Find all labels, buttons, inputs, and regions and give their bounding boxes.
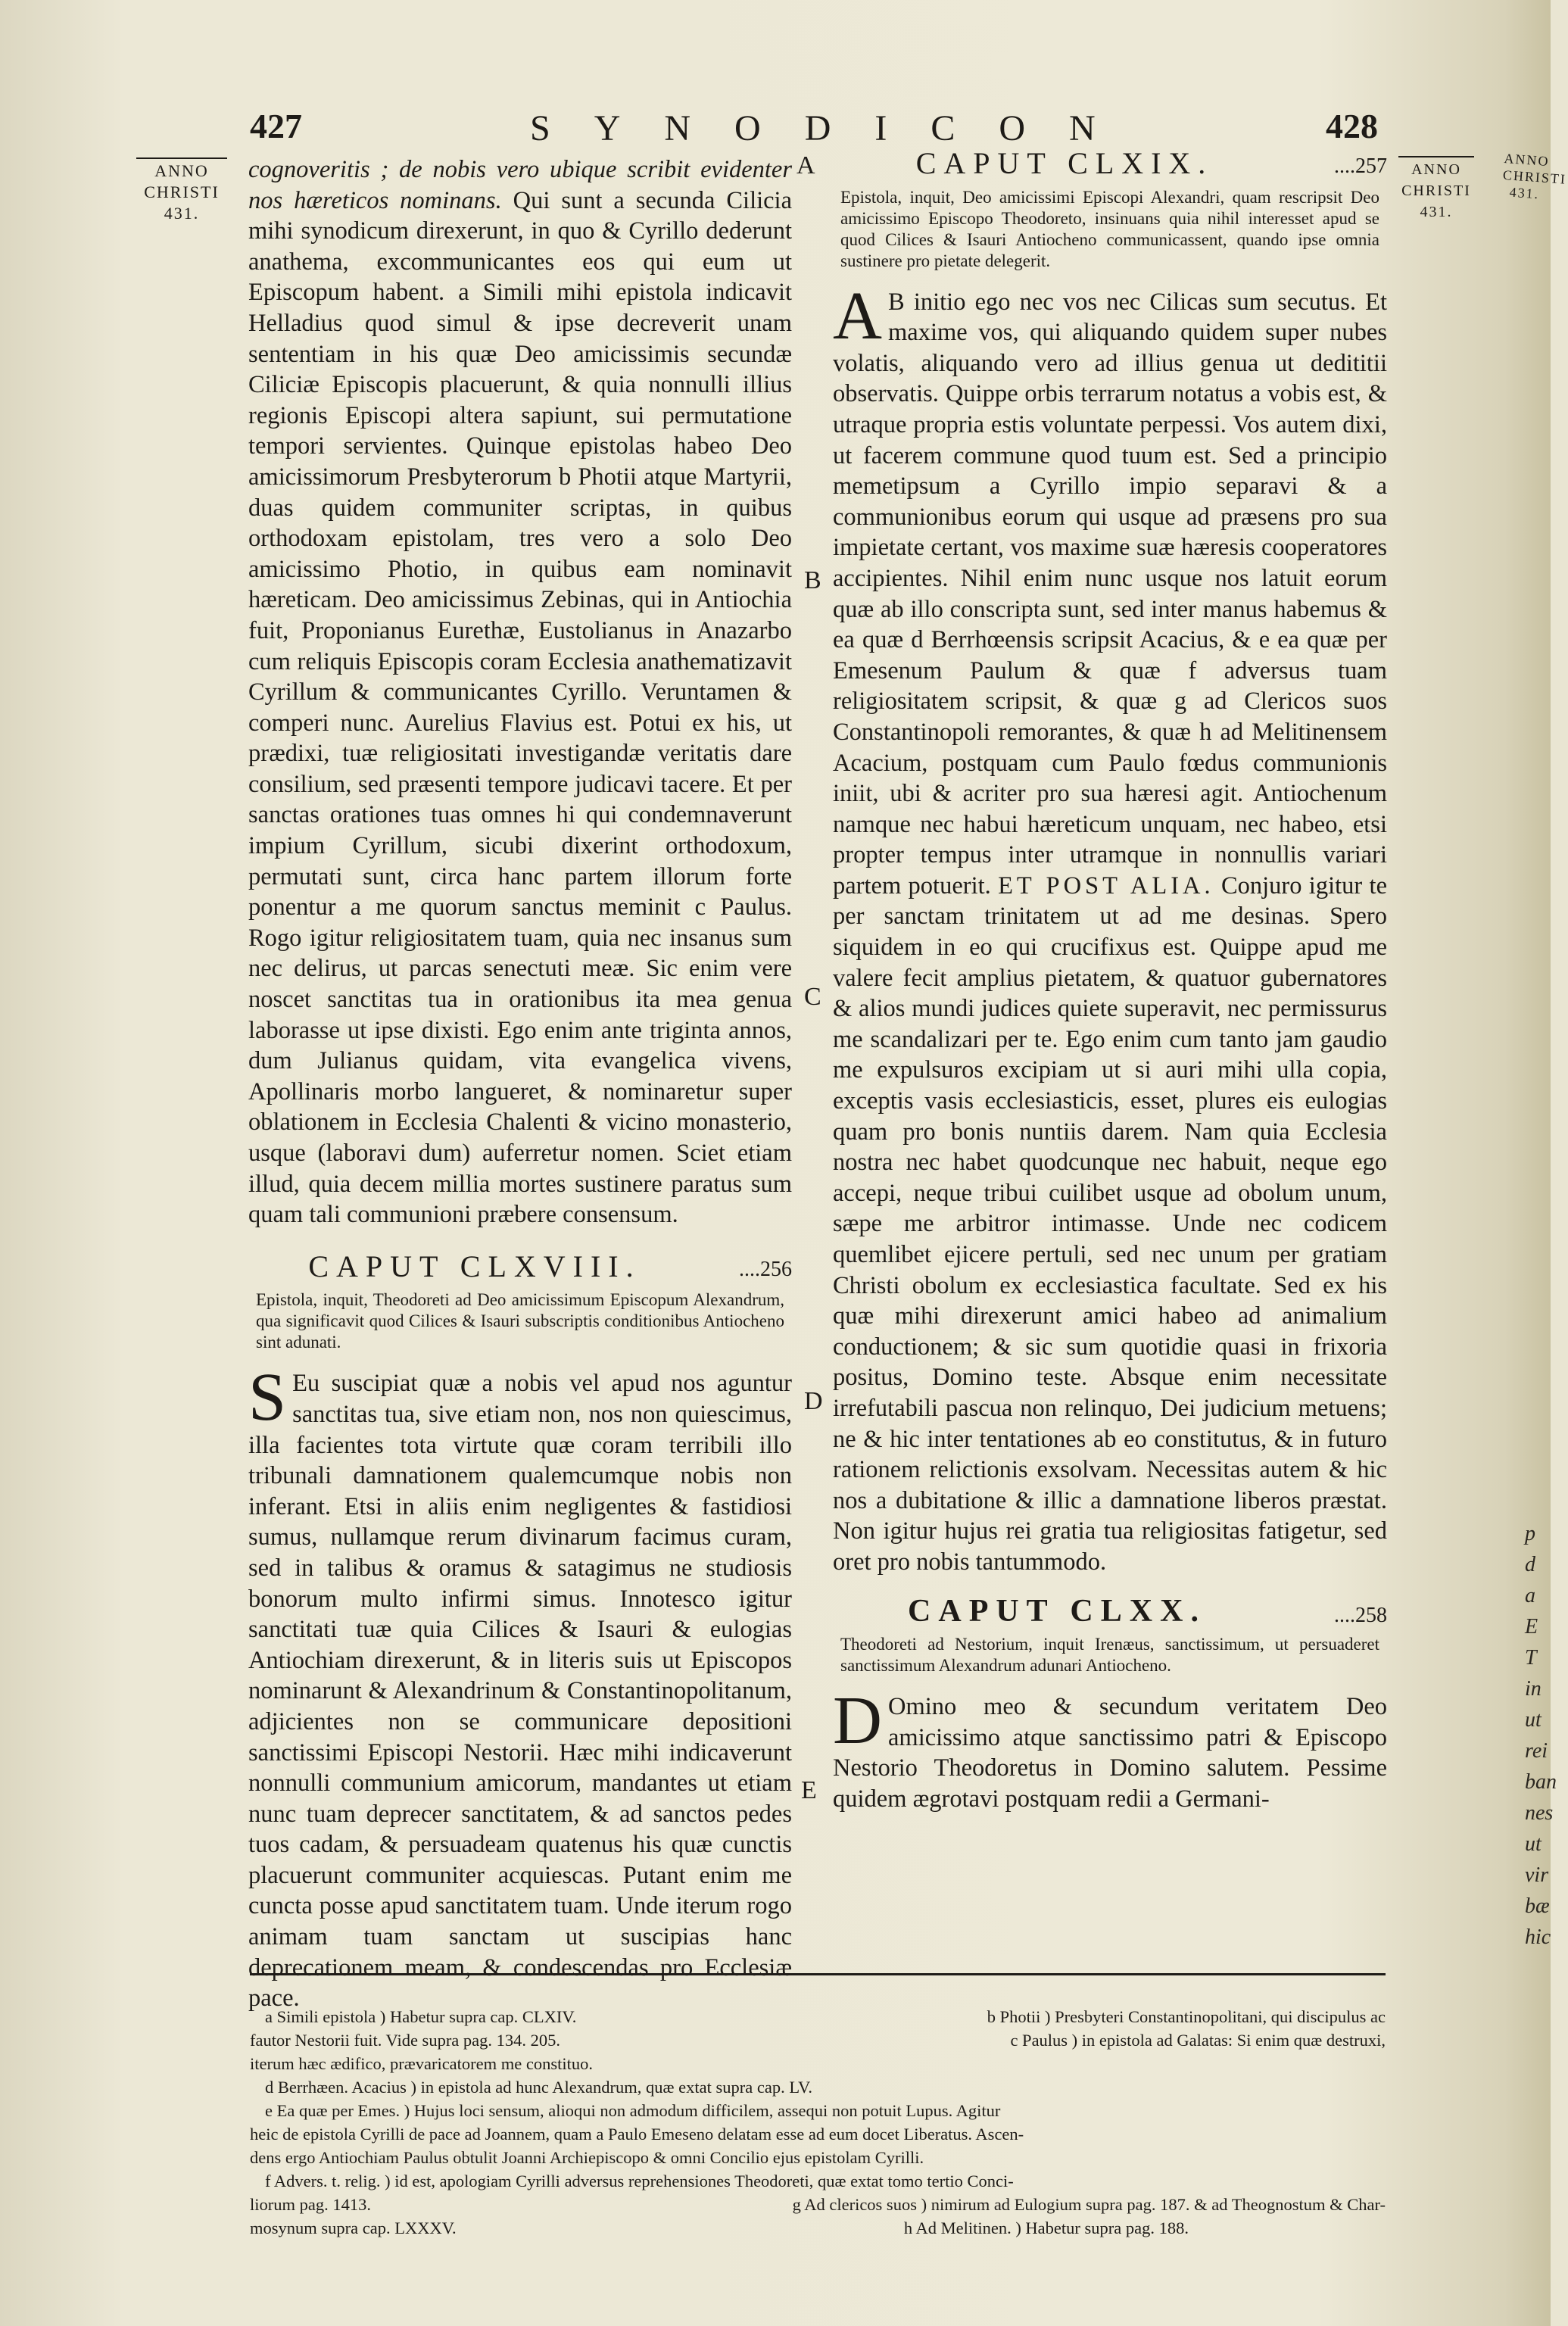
footnote-b: b Photii ) Presbyteri Constantinopolitani, qui discipulus ac <box>987 2007 1386 2026</box>
margin-christi: CHRISTI <box>1401 182 1471 199</box>
caput-summary: Theodoreti ad Nestorium, inquit Irenæus, sanctissimum, ut persuaderet sanctissimum Alexandrum adunari Antiocheno. <box>840 1635 1379 1676</box>
footnote-d: d Berrhæen. Acacius ) in epistola ad hunc Alexandrum, quæ extat supra cap. LV. <box>265 2078 812 2097</box>
footnote-h: h Ad Melitinen. ) Habetur supra pag. 188. <box>903 2218 1189 2237</box>
adjacent-page-fragment: d <box>1525 1553 1535 1576</box>
caput-summary: Epistola, inquit, Deo amicissimi Episcopi Alexandri, quam rescripsit Deo amicissimo Episcopo Theodoreto, insinuans quia nihil interesset apud se quod Cilices & Isauri Antiocheno communicassent, quando ipse omnia sustinere pro pietate delegerit. <box>840 187 1379 270</box>
footnote-row <box>250 2216 1386 2240</box>
margin-anno: ANNO <box>1411 161 1461 178</box>
adjacent-page-fragment: a <box>1525 1584 1535 1607</box>
adjacent-page-fragment: E <box>1525 1615 1538 1638</box>
adjacent-page-fragment: p <box>1525 1522 1535 1545</box>
adjacent-page-fragment: hic <box>1525 1925 1551 1949</box>
section-letter-d: D <box>804 1387 823 1415</box>
footnote-c-cont: iterum hæc ædifico, prævaricatorem me constituo. <box>250 2054 594 2073</box>
adjacent-page-fragment: vir <box>1525 1863 1549 1887</box>
footnote-rule <box>250 1973 1386 1975</box>
footnotes <box>250 2005 1386 2240</box>
caput-title: CAPUT CLXVIII. <box>308 1249 641 1283</box>
caput-168-heading <box>248 1249 792 1283</box>
paragraph-text: B initio ego nec vos nec Cilicas sum secutus. Et maxime vos, qui aliquando quidem super nubes volatis, aliquando vero ad illius genua ut dedititii observatis. Quippe orbis terrarum notatus a vobis est, & utraque propria estis voluntate perpessi. Vos autem dixi, ut facerem commune quod tuum est. Sed a principio memetipsum a Cyrillo impio separavi & a communionibus eorum qui usque ad præsens pro sua impietate certant, vos maxime suæ hæresis cooperatores accipientes. Nihil enim nunc usque nos latuit eorum quæ ab illo conscripta sunt, sed inter manus habemus & ea quæ d Berrhœensis scripsit Acacius, & e ea quæ per Emesenum Paulum & quæ f adversus tuam religiositatem scripsit, & quæ g ad Clericos suos Constantinopoli remorantes, & quæ h ad Melitinensem Acacium, postquam cum Paulo fœdus communionis iniit, ubi & acriter pro sua hæresi agit. Antiochenum namque nec habui hæreticum unquam, nec habeo, etsi propter tempus inter utramque in nonnullis variari partem potuerit. <box>833 288 1387 900</box>
caput-title: CAPUT CLXIX. <box>915 146 1214 180</box>
margin-christi: CHRISTI <box>144 182 220 201</box>
margin-year: 431. <box>164 204 200 223</box>
caput-170-heading <box>833 1593 1387 1629</box>
footnote-f: f Advers. t. relig. ) id est, apologiam Cyrilli adversus reprehensiones Theodoreti, quæ extat tomo tertio Conci- <box>265 2172 1014 2190</box>
caput-number: ....256 <box>739 1257 792 1281</box>
margin-note-left <box>129 157 235 224</box>
margin-anno: ANNO <box>154 161 209 180</box>
adjacent-page-fragment: bæ <box>1525 1894 1550 1918</box>
dropcap: D <box>833 1683 882 1759</box>
caput-number: ....258 <box>1334 1603 1387 1627</box>
caput-title: CAPUT CLXX. <box>908 1593 1206 1629</box>
right-column <box>833 148 1387 1815</box>
adjacent-page-fragment: nes <box>1525 1801 1554 1825</box>
adjacent-page-fragment: rei <box>1525 1739 1548 1763</box>
left-column <box>248 154 792 2014</box>
footnote-row <box>250 2193 1386 2216</box>
stub-year: 431. <box>1509 184 1540 202</box>
right-page-number: 428 <box>1326 107 1378 145</box>
footnote-c: c Paulus ) in epistola ad Galatas: Si enim quæ destruxi, <box>1010 2031 1386 2050</box>
caput-number: ....257 <box>1334 154 1387 178</box>
adjacent-page-margin-note <box>1501 150 1567 203</box>
right-paragraph-1 <box>833 278 1387 1578</box>
footnote-g: g Ad clericos suos ) nimirum ad Eulogium supra pag. 187. & ad Theognostum & Char- <box>792 2195 1386 2214</box>
paragraph-text: Omino meo & secundum veritatem Deo amicissimo atque sanctissimo patri & Episcopo Nestorio Theodoretus in Domino salutem. Pessime quidem ægrotavi postquam redii a Germani- <box>833 1693 1387 1813</box>
footnote-row <box>250 2005 1386 2028</box>
adjacent-page-fragment: in <box>1525 1677 1542 1701</box>
section-letter-c: C <box>804 983 821 1011</box>
dropcap: A <box>833 278 882 354</box>
et-post-alia: ET POST ALIA. <box>998 871 1214 900</box>
paragraph-text: Eu suscipiat quæ a nobis vel apud nos aguntur sanctitas tua, sive etiam non, nos non quiescimus, illa facientes tota virtute quæ coram terribili illo tribunali damnationem qualemcumque nobis non inferant. Etsi in aliis enim negligentes & fastidiosi sumus, nullamque rerum divinarum facimus curam, sed in talibus & oramus & satagimus ne studiosis bonorum multo infirmi simus. Innotesco igitur sanctitati tuæ quia Cilices & Isauri & eulogias Antiochiam direxerunt, & in literis suis ut Episcopos nominarunt & Alexandrinum & Constantinopolitanum, adjicientes non se communicare depositioni sanctissimi Episcopi Nestorii. Hæc mihi indicaverunt nonnulli communium amicorum, mandantes ut etiam nunc tuam deprecer sanctitatem, & ad sanctos pedes tuos cadam, & persuadeam quatenus his quæ cunctis placuerunt communiter acquiescas. Putant enim me cuncta posse apud sanctitatem tuam. Unde iterum rogo animam tuam sanctam ut suscipias hanc deprecationem meam, & condescendas pro Ecclesiæ pace. <box>248 1370 792 2013</box>
section-letter-e: E <box>801 1776 817 1804</box>
left-page-number: 427 <box>250 107 302 145</box>
left-paragraph-2 <box>248 1360 792 2013</box>
footnote-g-cont: mosynum supra cap. LXXXV. <box>250 2218 457 2237</box>
caput-169-heading <box>833 148 1387 179</box>
adjacent-page-fragment: T <box>1525 1646 1537 1670</box>
margin-note-right <box>1395 156 1478 223</box>
footnote-a: a Simili epistola ) Habetur supra cap. CLXIV. <box>265 2007 577 2026</box>
stub-christi: CHRISTI <box>1502 167 1567 187</box>
adjacent-page-fragment: ban <box>1525 1770 1557 1794</box>
caput-summary: Epistola, inquit, Theodoreti ad Deo amicissimum Episcopum Alexandrum, qua significavit quod Cilices & Isauri subscriptis conditionibus Antiocheno sint adunati. <box>256 1290 784 1352</box>
footnote-e-cont: dens ergo Antiochiam Paulus obtulit Joanni Archiepiscopo & omni Concilio ejus epistolam Cyrilli. <box>250 2148 924 2167</box>
dropcap: S <box>248 1360 287 1436</box>
footnote-row <box>250 2028 1386 2052</box>
margin-year: 431. <box>1420 204 1453 220</box>
opening-italic: cognoveritis ; de nobis vero ubique scribit evidenter nos hæreticos nominans. <box>248 156 792 214</box>
stub-anno: ANNO <box>1503 150 1551 170</box>
footnote-e: e Ea quæ per Emes. ) Hujus loci sensum, alioqui non admodum difficilem, assequi non potuit Lupus. Agitur <box>265 2101 1001 2120</box>
footnote-f-cont: liorum pag. 1413. <box>250 2195 371 2214</box>
right-paragraph-3 <box>833 1683 1387 1814</box>
footnote-b-cont: fautor Nestorii fuit. Vide supra pag. 134. 205. <box>250 2031 561 2050</box>
section-letter-a: A <box>796 151 815 179</box>
section-letter-b: B <box>804 566 821 594</box>
footnote-e-cont: heic de epistola Cyrilli de pace ad Joannem, quam a Paulo Emeseno delatam esse ad eum docet Liberatus. Ascen- <box>250 2125 1024 2144</box>
adjacent-page-fragment: ut <box>1525 1832 1542 1856</box>
adjacent-page-fragment: ut <box>1525 1708 1542 1732</box>
paragraph-text: Conjuro igitur te per sanctam trinitatem ut ad me desinas. Spero siquidem in eo qui crucifixus est. Quippe apud me valere fecit amplius pietatem, & quatuor gubernatores & alios mundi judices quiete superavit, nec permissurus me scandalizari per te. Ego enim cum tanto jam gaudio me expulsuros excipiam ut si auri mihi ulla copia, exceptis vasis ecclesiasticis, esset, plures eis eulogias quam pro bonis nuntiis darem. Nam quia Ecclesia nostra nec habet quodcunque nec habuit, neque ego accepi, neque tribui cuilibet usque ad obolum unum, sæpe me arbitror intimasse. Unde nec codicem quemlibet ejicere pertuli, sed nec unum per gratiam Christi obolum ex ecclesiastica facultate. Sed ex his quæ mihi direxerunt amici habeo ad animalium conductionem; & sic sum quotidie quasi in frixoria positus, Domino teste. Absque enim necessitate irrefutabili pascua non relinquo, Dei judicium metuens; ne & hic inter tentationes ab eo constitutus, & in futuro rationem relictionis exsolvam. Necessitas autem & hic nos a dubitatione & illic a damnatione liberos præstat. Non igitur hujus rei gratia tua religiositas fatigetur, sed oret pro nobis tantummodo. <box>833 871 1387 1576</box>
paragraph-text: Qui sunt a secunda Cilicia mihi synodicum direxerunt, in quo & Cyrillo dederunt anathema, excommunicantes eos qui eum ut Episcopum habent. a Simili mihi epistola indicavit Helladius quod simul & ipse decreverit unam sententiam in his quæ Deo amicissimis secundæ Ciliciæ Episcopis placuerunt, & quia nonnulli illius regionis Episcopi altera sapiunt, sui permutatione tempori servientes. Quinque epistolas habeo Deo amicissimorum Presbyterorum b Photii atque Martyrii, duas quidem communiter scriptas, in quibus orthodoxam epistolam, tres vero a solo Deo amicissimo Photio, in quibus eam nominavit hæreticam. Deo amicissimus Zebinas, qui in Antiochia fuit, Proponianus Eurethæ, Eustolianus in Anazarbo cum reliquis Episcopis coram Ecclesia anathematizavit Cyrillum & communicantes Cyrillo. Veruntamen & comperi nunc. Aurelius Flavius est. Potui ex his, ut prædixi, tuæ religiositati investigandæ veritatis dare consilium, sed præsenti tempore judicavi tacere. Et per sanctas orationes tuas omnes hi qui condemnaverunt impium Cyrillum, sicubi dixerint orthodoxum, permutati sunt, circa hanc partem illorum forte ponentur a me quorum sanctus meminit c Paulus. Rogo igitur religiositatem tuam, quia nec insanus sum nec delirus, ut parcas senectuti meæ. Sic enim vere noscet sanctitas tua in orationibus ita mea genua laborasse ut ipse dixisti. Ego enim ante triginta annos, dum Julianus quidam, vita evangelica vivens, Apollinaris morbo langueret, & nominaretur super oblationem in Ecclesia Chalenti & vicino monasterio, usque (laboravi dum) auferretur nomen. Sciet etiam illud, quia decem millia mortes sustinere paratus sum quam tali communioni præbere consensum. <box>248 186 793 1229</box>
running-title: SYNODICON <box>530 108 1139 148</box>
left-paragraph-1 <box>248 154 792 1230</box>
